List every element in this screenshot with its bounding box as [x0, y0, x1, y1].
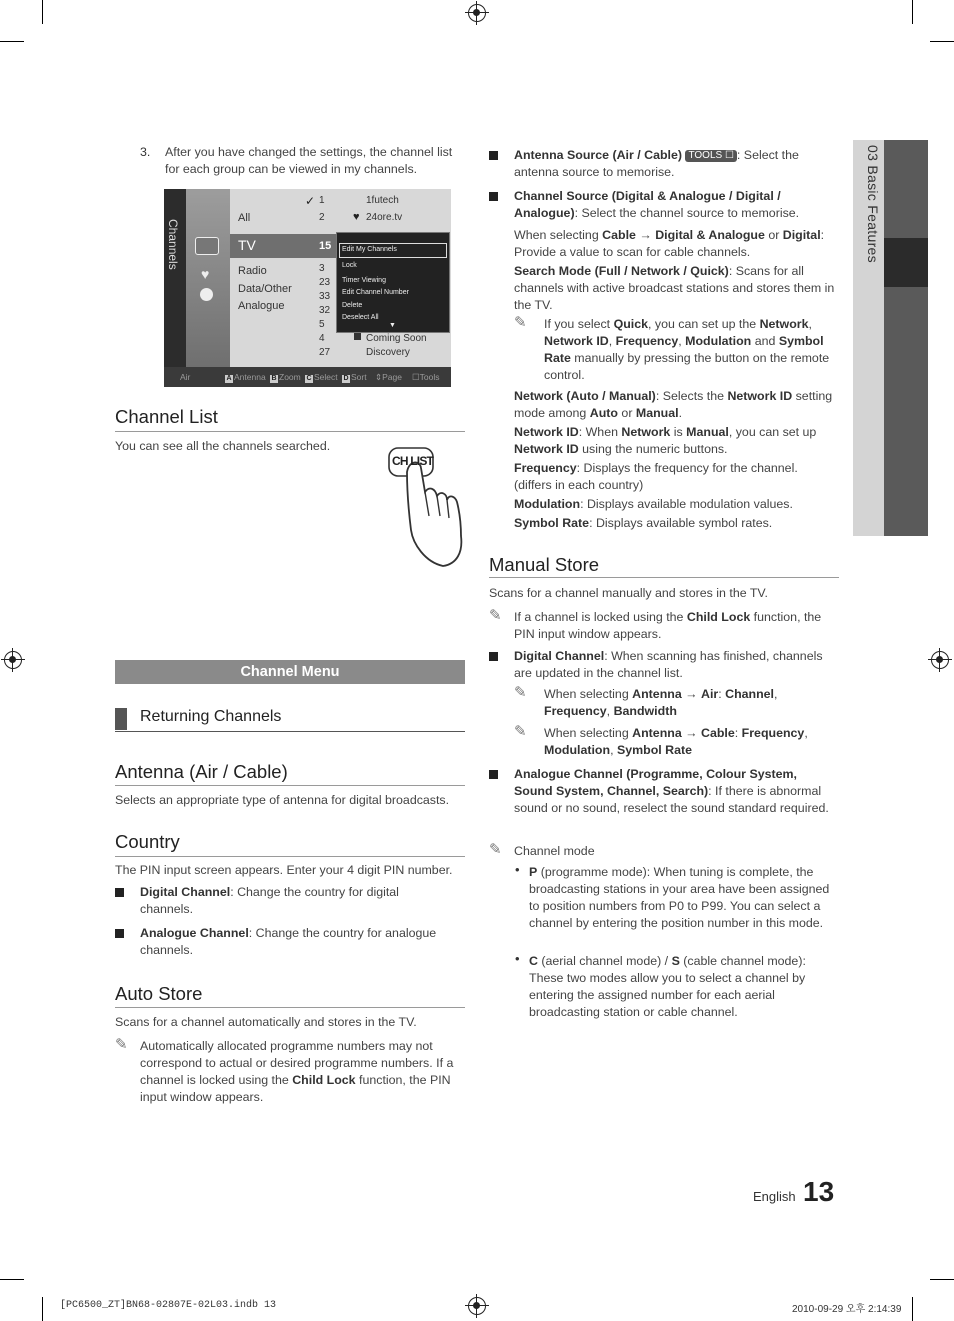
channel-menu-bar: Channel Menu — [115, 660, 465, 684]
check-icon: ✓ — [305, 194, 316, 208]
term: Digital Channel — [140, 885, 231, 899]
osd-key-c — [305, 372, 338, 383]
bullet-dot-icon: • — [515, 862, 520, 877]
osd-side-bar — [164, 189, 186, 367]
text-part: , — [610, 743, 617, 757]
bullet-dot-icon: • — [515, 951, 520, 966]
term: Frequency — [514, 461, 577, 475]
term: Frequency — [741, 726, 805, 740]
osd-menu-item: Deselect All — [342, 314, 379, 321]
term: S — [671, 954, 680, 968]
text-part: (aerial channel mode) / — [537, 954, 672, 968]
osd-tools-menu — [336, 232, 450, 333]
globe-icon — [200, 288, 213, 301]
divider — [115, 431, 465, 432]
osd-zoom: Zoom — [279, 372, 301, 382]
osd-select: Select — [314, 372, 338, 382]
term: Antenna — [632, 726, 682, 740]
osd-sort: Sort — [351, 372, 367, 382]
osd-menu-item: Edit Channel Number — [342, 289, 409, 296]
osd-num: 4 — [319, 333, 325, 344]
osd-tools — [412, 372, 439, 383]
text-part: : — [734, 726, 742, 740]
description: : If there is abnormal sound or no sound, reselect the sound standard required. — [514, 784, 829, 815]
manual-digital-item — [514, 648, 838, 682]
term: Digital — [782, 228, 821, 242]
network-mode-text — [514, 388, 834, 422]
text-part: If you select — [544, 317, 614, 331]
text-part: (cable channel mode): These two modes allow you to select a channel by entering the assigned number for each aerial broadcasting station or cable channel. — [529, 954, 806, 1019]
country-digital — [140, 884, 440, 918]
bullet-square-icon — [489, 652, 498, 661]
term: Quick — [613, 317, 648, 331]
antenna-text: Selects an appropriate type of antenna for digital broadcasts. — [115, 793, 450, 807]
divider — [115, 1007, 465, 1008]
arrow: → — [681, 726, 702, 740]
auto-store-note — [140, 1038, 468, 1106]
divider — [489, 577, 839, 578]
osd-antenna: Antenna — [234, 372, 266, 382]
description: : Displays the frequency for the channel. (differs in each country) — [514, 461, 798, 492]
text-part: When selecting — [514, 228, 603, 242]
bullet-square-icon — [115, 888, 124, 897]
term: Network (Auto / Manual) — [514, 389, 656, 403]
note-pencil-icon: ✎ — [489, 841, 502, 858]
osd-num: 15 — [319, 240, 332, 252]
manual-store-note — [514, 609, 834, 643]
antenna-cable-note — [544, 725, 834, 759]
key-c-icon: C — [306, 375, 312, 382]
description: : Displays available symbol rates. — [589, 516, 773, 530]
crop-mark — [930, 1279, 954, 1280]
key-a-icon: A — [226, 375, 232, 382]
osd-key-b — [270, 372, 301, 383]
network-id-text — [514, 424, 838, 458]
term: Symbol Rate — [616, 743, 693, 757]
term: Search Mode (Full / Network / Quick) — [514, 264, 729, 278]
returning-channels-heading: Returning Channels — [140, 708, 282, 725]
term: Frequency — [544, 704, 607, 718]
osd-num: 3 — [319, 263, 325, 274]
auto-store-heading: Auto Store — [115, 983, 203, 1004]
osd-num: 27 — [319, 347, 331, 358]
osd-key-d — [342, 372, 367, 383]
country-text: The PIN input screen appears. Enter your 4 digit PIN number. — [115, 863, 453, 877]
description: : Select the antenna source to memorise. — [514, 148, 799, 179]
arrow: → — [681, 687, 702, 701]
osd-num: 5 — [319, 319, 325, 330]
bullet-square-icon — [115, 929, 124, 938]
channel-list-screenshot — [164, 189, 451, 387]
description: : Change the country for digital channels. — [140, 885, 399, 916]
term: Modulation — [685, 334, 752, 348]
osd-group-all: All — [238, 212, 251, 224]
country-analogue — [140, 925, 456, 959]
term: Frequency — [615, 334, 679, 348]
footer-date: 2010-09-29 오후 2:14:39 — [792, 1304, 902, 1315]
term: Cable — [602, 228, 636, 242]
osd-channel-name: 1futech — [366, 195, 399, 206]
note-pencil-icon: ✎ — [115, 1036, 128, 1053]
osd-menu-item: Timer Viewing — [342, 277, 386, 284]
term: Antenna Source (Air / Cable) — [514, 148, 682, 162]
tv-icon — [195, 237, 219, 255]
text-part: is — [670, 425, 687, 439]
crop-mark — [912, 0, 913, 24]
step-number: 3. — [140, 145, 151, 159]
text-part: , — [608, 334, 616, 348]
crop-mark — [912, 1297, 913, 1321]
heart-icon: ♥ — [201, 266, 210, 282]
c-s-mode-text — [529, 953, 825, 1021]
term: Network ID — [514, 425, 579, 439]
tools-icon: ☐ — [412, 372, 420, 382]
key-b-icon: B — [271, 375, 277, 382]
term: Cable — [701, 726, 735, 740]
page-language: English — [753, 1189, 796, 1204]
step-text: After you have changed the settings, the channel list for each group can be viewed in my channels. — [165, 145, 453, 176]
term: Digital Channel — [514, 649, 605, 663]
symbol-rate-text — [514, 515, 834, 532]
term: Channel Source (Digital & Analogue / Digital / Analogue) — [514, 189, 781, 220]
term: Antenna — [632, 687, 682, 701]
term: Manual — [635, 406, 679, 420]
crop-mark — [42, 1297, 43, 1321]
description: : Select the channel source to memorise. — [574, 206, 800, 220]
term: Manual — [686, 425, 729, 439]
term: Symbol Rate — [514, 516, 590, 530]
lock-icon — [354, 333, 361, 340]
section-tab-marker — [884, 238, 928, 287]
term: Analogue Channel — [140, 926, 249, 940]
term: Auto — [589, 406, 618, 420]
updown-icon: ⇕ — [375, 372, 383, 382]
osd-air: Air — [180, 372, 191, 382]
ch-list-button-label: CH LIST — [392, 454, 434, 468]
osd-menu-item: Lock — [342, 262, 357, 269]
country-heading: Country — [115, 831, 180, 852]
osd-num: 33 — [319, 291, 331, 302]
section-tab-label: 03 Basic Features — [865, 145, 881, 263]
divider — [115, 856, 465, 857]
channel-list-text: You can see all the channels searched. — [115, 439, 331, 453]
osd-group-tv: TV — [238, 237, 256, 253]
tools-badge: TOOLS ☐ — [685, 150, 736, 162]
antenna-source-item — [514, 147, 839, 181]
term: Bandwidth — [613, 704, 677, 718]
text-part: function, the PIN input window appears. — [514, 610, 822, 641]
text-part: , you can set up — [728, 425, 817, 439]
text-part: : — [718, 687, 726, 701]
term: Channel — [725, 687, 775, 701]
text-part: When selecting — [544, 687, 633, 701]
text-part: , — [804, 726, 808, 740]
osd-num: 32 — [319, 305, 331, 316]
term: Network — [621, 425, 671, 439]
term: Child Lock — [686, 610, 751, 624]
note-part: Automatically allocated programme numbers may not correspond to actual or desired programme numbers. If a channel is locked using the — [140, 1039, 454, 1087]
registration-mark-icon — [468, 1297, 486, 1315]
divider — [115, 785, 465, 786]
registration-mark-icon — [4, 651, 22, 669]
bullet-square-icon — [489, 151, 498, 160]
osd-menu-item: Edit My Channels — [342, 246, 397, 253]
page-number: 13 — [803, 1176, 835, 1207]
term: P — [529, 865, 538, 879]
section-tab-edge — [884, 140, 928, 536]
registration-mark-icon — [931, 651, 949, 669]
osd-title: Channels — [166, 219, 180, 270]
note-pencil-icon: ✎ — [514, 314, 527, 331]
osd-page — [375, 372, 402, 383]
note-pencil-icon: ✎ — [489, 607, 502, 624]
description: : Change the country for analogue channels. — [140, 926, 437, 957]
term: Child Lock — [292, 1073, 356, 1087]
key-d-icon: D — [343, 375, 349, 382]
divider — [115, 731, 465, 732]
auto-store-text: Scans for a channel automatically and stores in the TV. — [115, 1015, 417, 1029]
osd-group-data: Data/Other — [238, 283, 292, 295]
osd-num: 1 — [319, 195, 325, 206]
quick-note — [544, 316, 838, 384]
term: Modulation — [544, 743, 611, 757]
term: Air — [701, 687, 719, 701]
note-pencil-icon: ✎ — [514, 723, 527, 740]
frequency-text — [514, 460, 814, 494]
osd-channel-name: Coming Soon — [366, 333, 427, 344]
text-part: setting mode among — [514, 389, 833, 420]
term: Digital & Analogue — [655, 228, 765, 242]
text-part: : Selects the — [655, 389, 728, 403]
channel-mode-note: Channel mode — [514, 844, 595, 858]
footer-file: [PC6500_ZT]BN68-02807E-02L03.indb 13 — [60, 1300, 277, 1311]
text-part: . — [678, 406, 683, 420]
description: : When scanning has finished, channels are updated in the channel list. — [514, 649, 823, 680]
text-part: , — [678, 334, 686, 348]
osd-group-analogue: Analogue — [238, 300, 285, 312]
tools-label: TOOLS — [688, 150, 723, 161]
text-part: or — [617, 406, 636, 420]
arrow-down-icon: ▼ — [389, 322, 396, 329]
p-mode-text — [529, 864, 841, 932]
cable-scan-text — [514, 227, 838, 261]
manual-store-heading: Manual Store — [489, 554, 600, 575]
text-part: : Provide a value to scan for cable channels. — [514, 228, 825, 259]
osd-key-a — [225, 372, 266, 383]
description: : Scans for all channels with active broadcast stations and stores them in the TV. — [514, 264, 835, 312]
note-part: function, the PIN input window appears. — [140, 1073, 451, 1104]
crop-mark — [0, 41, 24, 42]
text-part: , — [808, 317, 812, 331]
text-part: : When — [578, 425, 622, 439]
osd-menu-item: Delete — [342, 302, 363, 309]
osd-group-radio: Radio — [238, 265, 267, 277]
term: Modulation — [514, 497, 581, 511]
search-mode-text — [514, 263, 840, 314]
crop-mark — [930, 41, 954, 42]
term: Analogue Channel (Programme, Colour System, Sound System, Channel, Search) — [514, 767, 797, 798]
antenna-air-note — [544, 686, 834, 720]
osd-num: 2 — [319, 212, 325, 223]
osd-channel-name: Discovery — [366, 347, 410, 358]
term: Network — [759, 317, 809, 331]
manual-analogue-item — [514, 766, 834, 817]
text-part: using the numeric buttons. — [578, 442, 728, 456]
description: (programme mode): When tuning is complete, the broadcasting stations in your area have been assigned to position numbers from P0 to P99. You can select a channel by entering the position number in this mode. — [529, 865, 830, 930]
osd-bottom-bar — [164, 367, 451, 387]
osd-page-label: Page — [382, 372, 402, 382]
section-marker — [115, 708, 127, 730]
term: Network ID — [514, 442, 579, 456]
term: C — [529, 954, 538, 968]
osd-icon-column — [186, 189, 230, 367]
osd-num: 23 — [319, 277, 331, 288]
modulation-text — [514, 496, 834, 513]
heart-icon: ♥ — [353, 211, 360, 223]
channel-list-heading: Channel List — [115, 406, 218, 427]
crop-mark — [0, 1279, 24, 1280]
description: : Displays available modulation values. — [580, 497, 793, 511]
text-part: , — [606, 704, 614, 718]
osd-channel-name: 24ore.tv — [366, 212, 403, 223]
channel-source-item — [514, 188, 834, 222]
manual-store-text: Scans for a channel manually and stores in the TV. — [489, 586, 768, 600]
text-part: If a channel is locked using the — [514, 610, 687, 624]
bullet-square-icon — [489, 192, 498, 201]
term: Network ID — [727, 389, 793, 403]
term: Symbol Rate — [544, 334, 824, 365]
arrow: → — [635, 228, 656, 242]
registration-mark-icon — [468, 4, 486, 22]
note-pencil-icon: ✎ — [514, 684, 527, 701]
term: Network ID — [544, 334, 609, 348]
text-part: When selecting — [544, 726, 633, 740]
bullet-square-icon — [489, 770, 498, 779]
antenna-heading: Antenna (Air / Cable) — [115, 761, 288, 782]
text-part: , — [774, 687, 778, 701]
text-part: , you can set up the — [648, 317, 760, 331]
text-part: or — [764, 228, 783, 242]
osd-tools-label: Tools — [419, 372, 440, 382]
crop-mark — [42, 0, 43, 24]
text-part: manually by pressing the button on the remote control. — [544, 351, 830, 382]
text-part: and — [751, 334, 779, 348]
